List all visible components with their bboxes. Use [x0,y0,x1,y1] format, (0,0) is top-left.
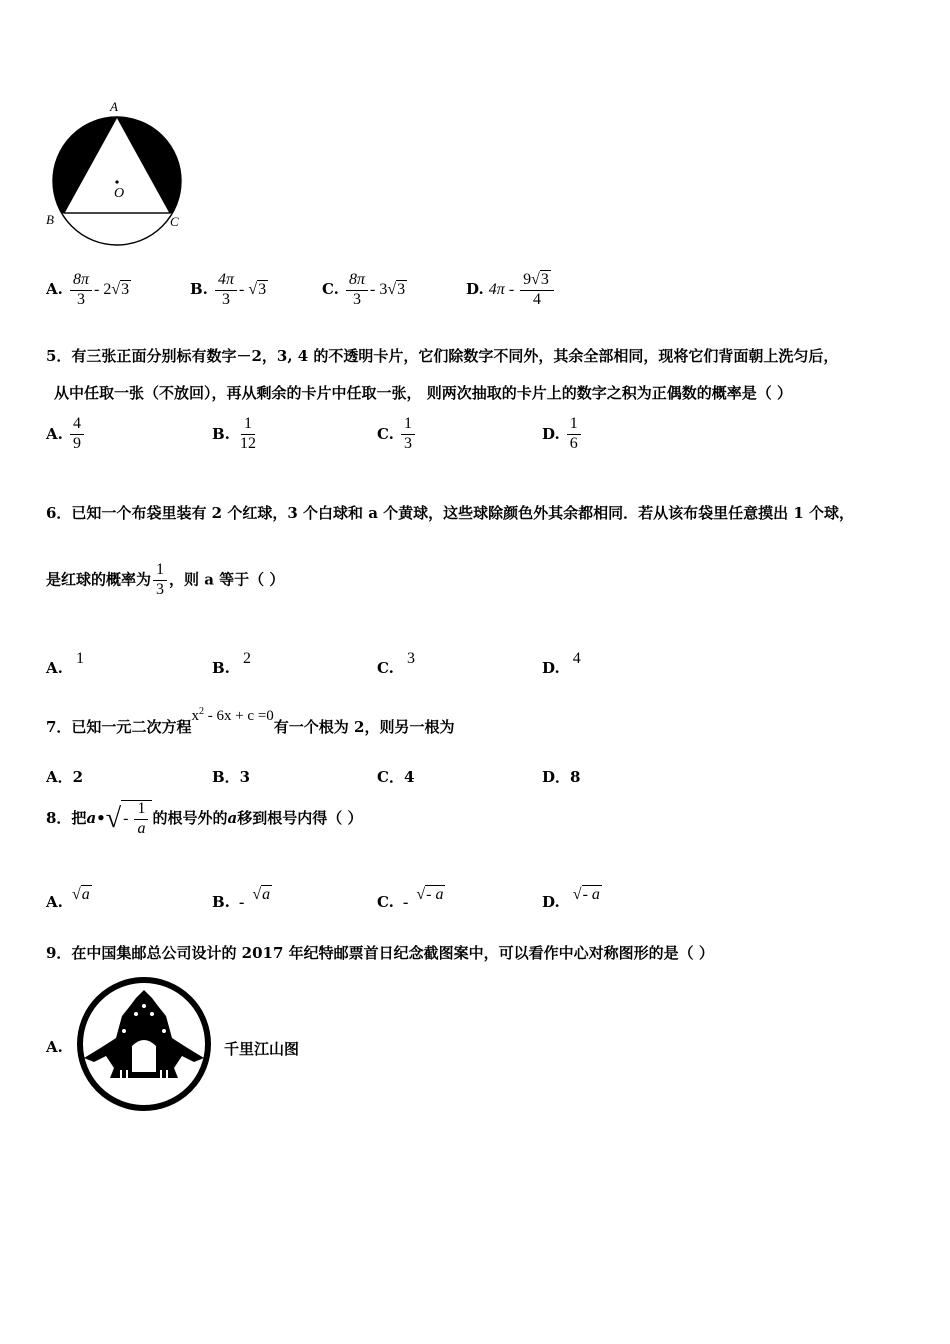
option-label: B. [190,279,208,298]
radical-expression: √ - $\frac{1}{a}$ [106,810,153,827]
fraction: $\frac{1}{6}$ [567,416,581,453]
option-value: 2 [243,650,251,667]
radical: √a [71,886,90,903]
option-label: D. [542,659,560,677]
q6-option-b[interactable] [212,648,251,677]
point-label-a: A [110,99,118,114]
q5-option-b[interactable] [212,416,261,453]
q5-stem-line2: 从中任取一张（不放回），再从剩余的卡片中任取一张， 则两次抽取的卡片上的数字之积为正偶数的概率是（ ） [54,384,792,402]
option-label: A. [46,424,63,443]
q8-option-d[interactable] [542,884,602,911]
option-value: 3 [407,650,415,667]
point-label-b: B [46,212,54,227]
q7-option-a[interactable]: A．2 [46,768,84,786]
q5-option-a[interactable] [46,416,86,453]
option-label: A. [46,1038,63,1056]
point-label-o: O [114,186,125,201]
option-label: B. [212,893,230,911]
q6-stem-line1: 6．已知一个布袋里装有 2 个红球，3 个白球和 a 个黄球，这些球除颜色外其余都相同．若从该布袋里任意摸出 1 个球， [46,504,855,522]
q4-option-d[interactable]: D. 4π - $\frac{9√3}{4}$ [466,272,556,309]
option-label: D. [542,893,560,911]
q5-option-d[interactable] [542,416,583,453]
q7-option-c[interactable]: C．4 [377,768,415,786]
option-label: C. [322,279,339,298]
q7-stem: 7．已知一元二次方程$x^2 - 6x + c =0$有一个根为 2，则另一根为 [46,706,455,736]
fraction: $\frac{1}{3}$ [401,416,415,453]
q6-option-a[interactable] [46,648,84,677]
radical: - √- a [403,886,444,911]
q9-stem: 9．在中国集邮总公司设计的 2017 年纪特邮票首日纪念截图案中，可以看作中心对称图形的是（ ） [46,944,714,962]
option-label: B. [212,424,230,443]
stamp-emblem-icon [74,976,220,1116]
q6-option-c[interactable] [377,648,415,677]
option-label: C. [377,893,394,911]
q5-stem-line1: 5．有三张正面分别标有数字－2，3, 4 的不透明卡片，它们除数字不同外，其余全部相同，现将它们背面朝上洗匀后， [46,347,839,365]
option-caption: 千里江山图 [224,1040,300,1058]
option-label: D. [466,279,484,298]
radical: √- a [572,886,600,903]
q4-option-c[interactable]: C. $\frac{8\pi}{3}$ - 3√3 [322,271,406,308]
q4-option-a[interactable]: A. $\frac{8\pi}{3}$ - 2√3 [46,271,130,308]
circle-triangle-figure [40,96,190,252]
fraction: $\frac{1}{3}$ [153,562,167,599]
point-label-c: C [170,214,179,229]
option-label: D. [542,424,560,443]
option-label: A. [46,279,63,298]
fraction: $\frac{8\pi}{3}$ [346,272,368,309]
q7-option-b[interactable]: B．3 [212,768,251,786]
option-value: 4 [572,650,581,667]
fraction: $\frac{4\pi}{3}$ [215,272,237,309]
equation: $x^2 - 6x + c =0$ [191,706,274,724]
fraction: $\frac{1}{12}$ [240,415,256,452]
option-label: A. [46,893,63,911]
radical: - √a [239,886,271,911]
fraction: $\frac{4}{9}$ [70,416,84,453]
fraction: $\frac{8\pi}{3}$ [70,272,92,309]
q5-option-c[interactable] [377,416,417,453]
q6-stem-line2: 是红球的概率为 $\frac{1}{3}$ ，则 a 等于（ ） [46,561,285,598]
q6-option-d[interactable] [542,648,581,677]
option-label: A. [46,659,63,677]
q9-option-a[interactable] [46,976,316,1116]
q8-option-b[interactable] [212,884,272,912]
q4-option-b[interactable]: B. $\frac{4\pi}{3}$ - √3 [190,271,267,308]
option-label: B. [212,659,230,677]
option-label: C. [377,659,394,677]
option-label: C. [377,424,394,443]
q8-option-c[interactable] [377,884,445,912]
q7-option-d[interactable]: D．8 [542,768,581,786]
fraction: $\frac{9√3}{4}$ [520,272,554,309]
option-value: 1 [75,650,84,667]
q8-stem: 8．把a•√ - $\frac{1}{a}$ 的根号外的a移到根号内得（ ） [46,800,363,837]
q8-option-a[interactable] [46,884,92,911]
